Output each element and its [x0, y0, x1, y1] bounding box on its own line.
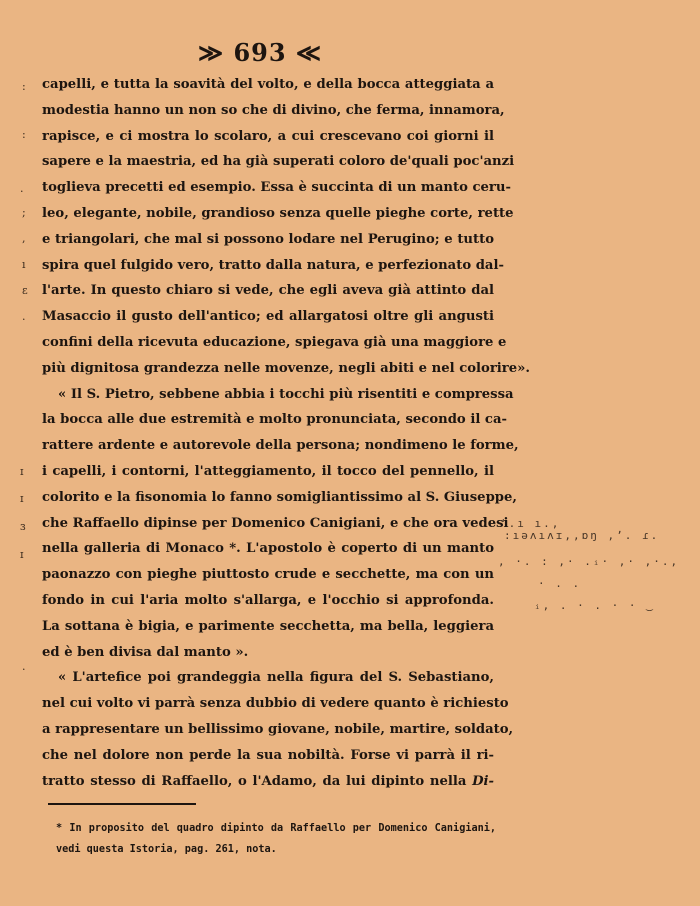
- text-line: i capelli, i contorni, l'atteggiamento, il tocco del pennello, il: [42, 463, 494, 479]
- footnote-line: vedi questa Istoria, pag. 261, nota.: [56, 844, 277, 855]
- body-text: [42, 72, 530, 794]
- text-line: la bocca alle due estremità e molto pronunciata, secondo il ca-: [42, 412, 507, 428]
- margin-mark: .: [20, 182, 24, 195]
- margin-mark: ;: [22, 206, 26, 219]
- text-line: spira quel fulgido vero, tratto dalla natura, e perfezionato dal-: [42, 257, 504, 273]
- margin-mark: ɪ: [20, 492, 24, 505]
- margin-mark: ,: [22, 232, 26, 245]
- margin-mark: :: [22, 128, 26, 141]
- margin-mark: ı: [22, 258, 26, 271]
- text-line: « Il S. Pietro, sebbene abbia i tocchi più risentiti e compressa: [58, 386, 514, 402]
- text-line: Masaccio il gusto dell'antico; ed allargatosi oltre gli angusti: [42, 309, 494, 325]
- footnote: [56, 818, 496, 860]
- margin-mark: ɜ: [20, 520, 26, 533]
- text-line: « L'artefice poi grandeggia nella figura del S. Sebastiano,: [58, 670, 494, 686]
- text-line: confini della ricevuta educazione, spiegava già una maggiore e: [42, 334, 507, 350]
- text-line: leo, elegante, nobile, grandioso senza quelle pieghe corte, rette: [42, 205, 514, 221]
- text-line: paonazzo con pieghe piuttosto crude e secchette, ma con un: [42, 567, 494, 583]
- page-number: ≫ 693 ≪: [197, 38, 323, 67]
- text-line: colorito e la fisonomia lo fanno somigliantissimo al S. Giuseppe,: [42, 489, 518, 505]
- text-line: toglieva precetti ed esempio. Essa è succinta di un manto ceru-: [42, 180, 511, 196]
- text-line: più dignitosa grandezza nelle movenze, negli abiti e nel colorire».: [42, 360, 530, 376]
- text-line: e triangolari, che mal si possono lodare nel Perugino; e tutto: [42, 231, 494, 247]
- text-line: l'arte. In questo chiaro si vede, che egli aveva già attinto dal: [42, 283, 494, 299]
- margin-mark: :: [22, 80, 26, 93]
- text-line: nella galleria di Monaco *. L'apostolo è coperto di un manto: [42, 541, 494, 557]
- margin-mark: ɛ: [22, 284, 28, 297]
- text-line: ed è ben divisa dal manto ».: [42, 644, 249, 660]
- margin-mark: ɪ: [20, 465, 24, 478]
- text-line: a rappresentare un bellissimo giovane, nobile, martire, soldato,: [42, 721, 514, 737]
- text-line: tratto stesso di Raffaello, o l'Adamo, da lui dipinto nella Di-: [42, 773, 494, 789]
- text-line: rapisce, e ci mostra lo scolaro, a cui crescevano coi giorni il: [42, 128, 494, 144]
- show-through-marks: '.ı ı., :ıəʌıʌɪ,,ɒŋ ,ʼ. ɾ. , ·. : ,· .ᵢ· ,· ,·., · . . ᵢ, . · . · · ‿: [498, 517, 680, 612]
- margin-mark: ɪ: [20, 548, 24, 561]
- text-line: fondo in cui l'aria molto s'allarga, e l'occhio si approfonda.: [42, 592, 494, 608]
- text-line: La sottana è bigia, e parimente secchetta, ma bella, leggiera: [42, 618, 494, 634]
- footnote-rule: [48, 803, 196, 805]
- text-line: che nel dolore non perde la sua nobiltà. Forse vi parrà il ri-: [42, 747, 494, 763]
- text-line: rattere ardente e autorevole della persona; nondimeno le forme,: [42, 438, 519, 454]
- text-line: modestia hanno un non so che di divino, che ferma, innamora,: [42, 102, 505, 118]
- text-line: capelli, e tutta la soavità del volto, e della bocca atteggiata a: [42, 77, 494, 92]
- text-line: sapere e la maestria, ed ha già superati coloro de'quali poc'anzi: [42, 154, 515, 170]
- margin-mark: .: [22, 310, 26, 323]
- margin-mark: .: [22, 660, 26, 673]
- footnote-line: * In proposito del quadro dipinto da Raffaello per Domenico Canigiani,: [56, 823, 496, 834]
- text-line: nel cui volto vi parrà senza dubbio di vedere quanto è richiesto: [42, 696, 509, 712]
- text-line: che Raffaello dipinse per Domenico Canigiani, e che ora vedesi: [42, 515, 509, 531]
